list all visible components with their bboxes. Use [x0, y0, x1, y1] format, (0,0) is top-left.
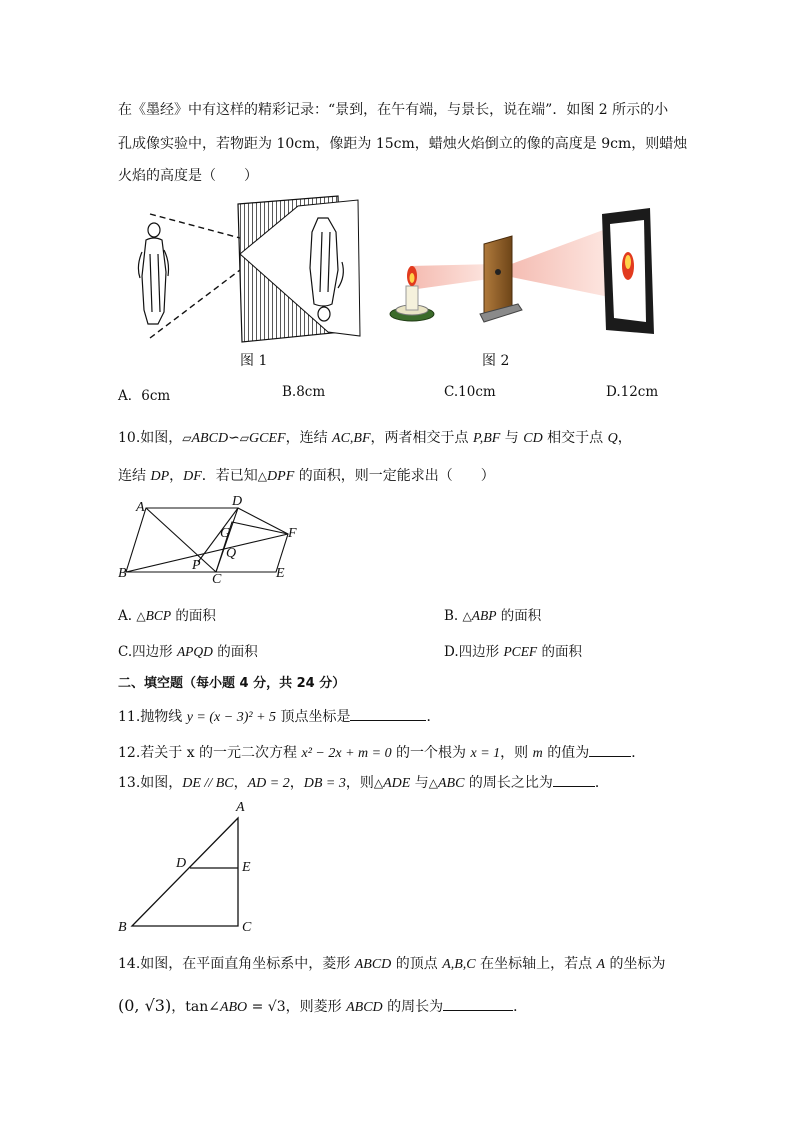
q10-label-c: C	[212, 572, 222, 587]
q10-line-2: 连结 DP，DF．若已知△DPF 的面积，则一定能求出（ ）	[118, 468, 495, 484]
q13-answer-blank[interactable]	[553, 772, 595, 787]
q12: 12.若关于 x 的一元二次方程 x² − 2x + m = 0 的一个根为 x = 1，则 m 的值为 ．	[118, 742, 645, 764]
figure-1-pinhole-person	[128, 192, 368, 346]
q14-line-2: (0, √3)，tan∠ABO = √3，则菱形 ABCD 的周长为 ．	[118, 996, 528, 1015]
q9-line-2: 孔成像实验中，若物距为 10cm，像距为 15cm，蜡烛火焰倒立的像的高度是 9cm，则蜡烛	[118, 136, 688, 152]
q10-label-d: D	[232, 494, 243, 509]
q12-answer-blank[interactable]	[589, 742, 631, 757]
q13-label-e: E	[242, 860, 251, 875]
q9-option-b: B.8cm	[282, 384, 326, 400]
q9-option-a: A．6cm	[118, 388, 171, 404]
q9-line-3: 火焰的高度是（ ）	[118, 168, 258, 184]
q10-label-f: F	[288, 526, 297, 541]
q10-label-b: B	[118, 566, 127, 581]
q10-option-a: A. △BCP 的面积	[118, 608, 216, 624]
q9-option-c: C.10cm	[444, 384, 496, 400]
q10-label-e: E	[276, 566, 285, 581]
q10-option-c: C.四边形 APQD 的面积	[118, 644, 258, 660]
figure-q13-triangle	[120, 800, 280, 940]
q13-label-a: A	[236, 800, 245, 815]
q10-line-1: 10.如图，▱ABCD∽▱GCEF，连结 AC,BF，两者相交于点 P,BF 与 CD 相交于点 Q，	[118, 430, 632, 446]
q14-line-1: 14.如图，在平面直角坐标系中，菱形 ABCD 的顶点 A,B,C 在坐标轴上，若点 A 的坐标为	[118, 956, 666, 972]
figure-1-caption: 图 1	[240, 353, 268, 369]
q14-answer-blank[interactable]	[443, 996, 513, 1011]
q11: 11.抛物线 y = (x − 3)² + 5 顶点坐标是 ．	[118, 706, 440, 728]
q13-label-b: B	[118, 920, 127, 935]
q13-label-c: C	[242, 920, 252, 935]
q9-option-d: D.12cm	[606, 384, 659, 400]
figure-2-candle-pinhole	[388, 206, 668, 342]
q10-option-b: B. △ABP 的面积	[444, 608, 542, 624]
section-2-heading: 二、填空题（每小题 4 分，共 24 分）	[118, 676, 346, 691]
q10-option-d: D.四边形 PCEF 的面积	[444, 644, 582, 660]
q10-label-g: G	[220, 526, 231, 541]
q10-label-a: A	[136, 500, 145, 515]
q13-label-d: D	[176, 856, 187, 871]
figure-2-caption: 图 2	[482, 353, 510, 369]
q9-line-1: 在《墨经》中有这样的精彩记录：“景到，在午有端，与景长，说在端”．如图 2 所示的小	[118, 102, 669, 118]
q10-label-q: Q	[226, 546, 237, 561]
q11-answer-blank[interactable]	[350, 706, 426, 721]
q10-label-p: P	[192, 558, 201, 573]
q13: 13.如图，DE // BC，AD = 2，DB = 3，则△ADE 与△ABC 的周长之比为 ．	[118, 772, 609, 794]
